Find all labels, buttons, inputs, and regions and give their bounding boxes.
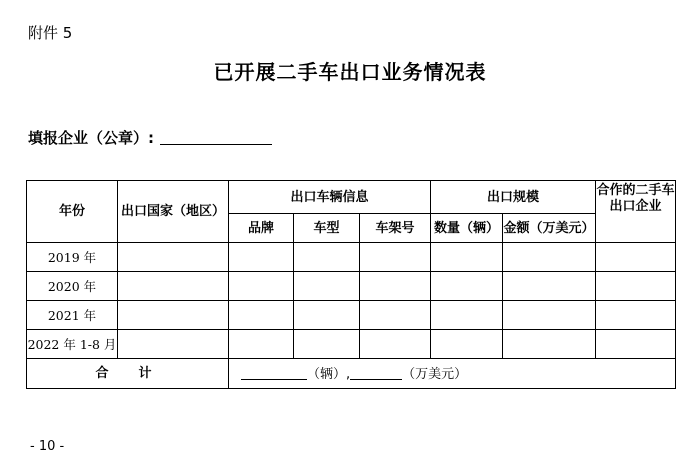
export-table (26, 180, 676, 389)
cell-brand[interactable] (229, 272, 294, 301)
cell-quantity[interactable] (431, 301, 503, 330)
row-year: 2020 年 (27, 272, 118, 301)
cell-brand[interactable] (229, 243, 294, 272)
header-vehicle-info: 出口车辆信息 (229, 181, 431, 214)
table-row (27, 243, 676, 272)
cell-partner[interactable] (596, 301, 676, 330)
total-amount-unit: （万美元） (402, 367, 468, 382)
total-label: 合计 (27, 359, 229, 389)
cell-amount[interactable] (503, 243, 596, 272)
header-year: 年份 (27, 181, 118, 243)
header-brand: 品牌 (229, 214, 294, 243)
cell-country[interactable] (118, 301, 229, 330)
cell-model[interactable] (294, 272, 360, 301)
cell-partner[interactable] (596, 330, 676, 359)
header-partner: 合作的二手车出口企业 (596, 181, 676, 243)
filler-label: 填报企业（公章）: (28, 129, 154, 147)
filler-field (28, 127, 272, 148)
row-year: 2021 年 (27, 301, 118, 330)
cell-partner[interactable] (596, 243, 676, 272)
cell-vin[interactable] (360, 272, 431, 301)
cell-model[interactable] (294, 301, 360, 330)
annex-label: 附件 5 (28, 24, 73, 42)
cell-amount[interactable] (503, 272, 596, 301)
cell-amount[interactable] (503, 301, 596, 330)
row-year: 2022 年 1-8 月 (27, 330, 118, 359)
header-export-scale: 出口规模 (431, 181, 596, 214)
total-value (229, 359, 676, 389)
table-row (27, 301, 676, 330)
cell-vin[interactable] (360, 330, 431, 359)
cell-country[interactable] (118, 330, 229, 359)
cell-country[interactable] (118, 272, 229, 301)
total-vehicles-blank[interactable] (241, 365, 307, 380)
cell-model[interactable] (294, 243, 360, 272)
total-amount-blank[interactable] (350, 365, 402, 380)
header-country: 出口国家（地区） (118, 181, 229, 243)
cell-quantity[interactable] (431, 330, 503, 359)
header-amount: 金额（万美元） (503, 214, 596, 243)
page-number: - 10 - (30, 439, 65, 454)
cell-country[interactable] (118, 243, 229, 272)
cell-brand[interactable] (229, 330, 294, 359)
table-row (27, 272, 676, 301)
header-quantity: 数量（辆） (431, 214, 503, 243)
cell-quantity[interactable] (431, 272, 503, 301)
cell-quantity[interactable] (431, 243, 503, 272)
cell-vin[interactable] (360, 243, 431, 272)
document-title: 已开展二手车出口业务情况表 (213, 60, 487, 84)
cell-vin[interactable] (360, 301, 431, 330)
header-vin: 车架号 (360, 214, 431, 243)
row-year: 2019 年 (27, 243, 118, 272)
total-vehicles-unit: （辆）, (307, 367, 351, 382)
total-row (27, 359, 676, 389)
cell-amount[interactable] (503, 330, 596, 359)
header-model: 车型 (294, 214, 360, 243)
table-row (27, 330, 676, 359)
cell-brand[interactable] (229, 301, 294, 330)
cell-model[interactable] (294, 330, 360, 359)
filler-blank[interactable] (160, 130, 272, 145)
cell-partner[interactable] (596, 272, 676, 301)
